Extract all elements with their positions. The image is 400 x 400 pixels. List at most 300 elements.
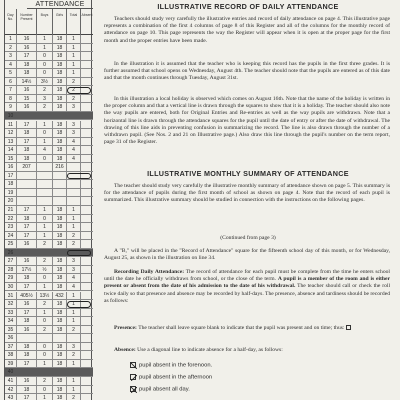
grid-cell-total — [67, 334, 81, 342]
grid-cell-total: 3 — [67, 129, 81, 137]
section-title-monthly: ILLUSTRATIVE MONTHLY SUMMARY OF ATTENDANCE — [147, 169, 349, 178]
attendance-grid — [4, 0, 92, 400]
afternoon-slash-icon — [130, 374, 136, 380]
grid-row — [5, 197, 93, 206]
grid-cell-day: 31 — [5, 292, 17, 300]
grid-header-absent: Absent — [81, 13, 93, 17]
presence-text: The teacher shall leave square blank to indicate that the pupil was present and on time; thus: — [136, 325, 345, 331]
grid-cell-girls: 18 — [53, 86, 67, 94]
grid-cell-day: 28 — [5, 266, 17, 274]
grid-cell-girls: 18 — [53, 257, 67, 265]
grid-cell-day: 38 — [5, 351, 17, 359]
grid-cell-present — [17, 249, 37, 257]
grid-cell-absent — [81, 368, 93, 376]
grid-cell-present: 16 — [17, 326, 37, 334]
grid-cell-boys: 1 — [37, 44, 53, 52]
grid-cell-girls: 18 — [53, 266, 67, 274]
grid-cell-total: 1 — [67, 61, 81, 69]
grid-cell-boys: 3 — [37, 95, 53, 103]
grid-cell-boys: 2 — [37, 300, 53, 308]
grid-cell-absent — [81, 95, 93, 103]
grid-cell-girls: 18 — [53, 129, 67, 137]
grid-cell-present: 17 — [17, 309, 37, 317]
grid-cell-total: 2 — [67, 326, 81, 334]
grid-cell-absent — [81, 334, 93, 342]
grid-row — [5, 343, 93, 352]
grid-cell-boys — [37, 180, 53, 188]
grid-cell-present: 16 — [17, 240, 37, 248]
grid-row — [5, 121, 93, 130]
grid-cell-boys — [37, 172, 53, 180]
grid-cell-day: 40 — [5, 368, 17, 376]
grid-cell-girls: 18 — [53, 61, 67, 69]
grid-cell-absent — [81, 215, 93, 223]
grid-row — [5, 300, 93, 309]
grid-row — [5, 240, 93, 249]
grid-cell-boys: 1 — [37, 232, 53, 240]
grid-cell-day: 17 — [5, 172, 17, 180]
grid-row — [5, 146, 93, 155]
grid-cell-present: 17 — [17, 232, 37, 240]
grid-cell-girls: 18 — [53, 360, 67, 368]
grid-cell-girls: 18 — [53, 300, 67, 308]
grid-cell-day: 23 — [5, 223, 17, 231]
grid-cell-total: 3 — [67, 266, 81, 274]
grid-row — [5, 180, 93, 189]
grid-cell-total: 1 — [67, 309, 81, 317]
grid-cell-boys: 0 — [37, 386, 53, 394]
grid-cell-present: 18 — [17, 155, 37, 163]
grid-cell-total: 1 — [67, 386, 81, 394]
grid-cell-present: 16 — [17, 257, 37, 265]
legend-forenoon-label: pupil absent in the forenoon. — [139, 362, 213, 369]
grid-cell-girls: 18 — [53, 386, 67, 394]
continued-note: (Continued from page 3) — [220, 235, 276, 241]
grid-cell-boys — [37, 368, 53, 376]
grid-header-total: Total — [67, 9, 81, 35]
grid-cell-boys: 1 — [37, 394, 53, 400]
grid-row — [5, 249, 93, 258]
grid-row — [5, 283, 93, 292]
grid-cell-boys: 0 — [37, 155, 53, 163]
legend-afternoon-label: pupil absent in the afternoon — [139, 374, 213, 381]
grid-cell-total: 2 — [67, 95, 81, 103]
paragraph-b-mark: A "B," will be placed in the "Record of Attendance" square for the fifteenth school day of this month, or for Wednesday, August 25, as shown in the illustration on line 34. — [104, 248, 390, 262]
grid-header-day: Day No. — [5, 9, 17, 35]
grid-cell-boys: 1 — [37, 283, 53, 291]
grid-cell-present: 15 — [17, 95, 37, 103]
grid-row — [5, 138, 93, 147]
grid-cell-day: 14 — [5, 146, 17, 154]
grid-cell-day: 12 — [5, 129, 17, 137]
grid-cell-girls: 18 — [53, 95, 67, 103]
grid-cell-present: 18 — [17, 317, 37, 325]
grid-cell-present — [17, 112, 37, 120]
grid-cell-total — [67, 189, 81, 197]
recording-tail: The teacher should call or check the roll twice daily so that presence and absence may be recorded by half-days. The presence, absence and tardiness should be recorded as follows: — [104, 283, 390, 304]
grid-cell-boys: ½ — [37, 266, 53, 274]
legend-forenoon — [130, 362, 212, 370]
grid-cell-day: 1 — [5, 35, 17, 43]
grid-cell-boys: 3½ — [37, 78, 53, 86]
grid-cell-present: 17 — [17, 223, 37, 231]
grid-cell-girls: 18 — [53, 309, 67, 317]
grid-cell-absent — [81, 292, 93, 300]
grid-row — [5, 78, 93, 87]
grid-cell-absent — [81, 138, 93, 146]
grid-row — [5, 129, 93, 138]
grid-cell-present: 405½ — [17, 292, 37, 300]
grid-cell-present: 16 — [17, 103, 37, 111]
grid-cell-day: 18 — [5, 180, 17, 188]
grid-cell-day: 24 — [5, 232, 17, 240]
grid-cell-day: 10 — [5, 112, 17, 120]
grid-cell-present — [17, 368, 37, 376]
grid-cell-girls: 18 — [53, 146, 67, 154]
grid-cell-girls — [53, 197, 67, 205]
grid-cell-present — [17, 334, 37, 342]
grid-row — [5, 368, 93, 377]
grid-cell-boys: 0 — [37, 351, 53, 359]
grid-cell-absent — [81, 112, 93, 120]
grid-row — [5, 232, 93, 241]
grid-cell-boys: 0 — [37, 129, 53, 137]
grid-cell-total: 4 — [67, 146, 81, 154]
grid-cell-absent — [81, 44, 93, 52]
absence-text: Use a diagonal line to indicate absence for a half-day, as follows: — [135, 347, 283, 353]
paragraph-presence — [104, 325, 390, 332]
grid-row — [5, 386, 93, 395]
grid-cell-boys: 1 — [37, 360, 53, 368]
grid-cell-present: 17 — [17, 138, 37, 146]
grid-row — [5, 206, 93, 215]
grid-header-girls: Girls — [53, 9, 67, 35]
grid-cell-day: 19 — [5, 189, 17, 197]
grid-cell-girls: 18 — [53, 223, 67, 231]
recording-label: Recording Daily Attendance: — [114, 269, 185, 275]
grid-cell-absent — [81, 163, 93, 171]
grid-cell-total: 1 — [67, 377, 81, 385]
grid-cell-boys: 1 — [37, 309, 53, 317]
grid-cell-girls — [53, 112, 67, 120]
grid-cell-girls: 432 — [53, 292, 67, 300]
grid-cell-present: 17 — [17, 360, 37, 368]
grid-cell-absent — [81, 78, 93, 86]
grid-cell-girls: 18 — [53, 206, 67, 214]
grid-cell-day: 6 — [5, 78, 17, 86]
grid-cell-girls: 18 — [53, 283, 67, 291]
grid-cell-present: 18 — [17, 274, 37, 282]
grid-cell-absent — [81, 146, 93, 154]
grid-row — [5, 394, 93, 400]
grid-cell-day: 37 — [5, 343, 17, 351]
grid-cell-day: 43 — [5, 394, 17, 400]
grid-cell-present — [17, 180, 37, 188]
grid-cell-day: 22 — [5, 215, 17, 223]
grid-cell-girls: 18 — [53, 240, 67, 248]
grid-cell-absent — [81, 257, 93, 265]
grid-cell-girls: 18 — [53, 138, 67, 146]
grid-row — [5, 103, 93, 112]
grid-cell-boys: 0 — [37, 215, 53, 223]
grid-cell-day: 27 — [5, 257, 17, 265]
grid-cell-boys: 0 — [37, 52, 53, 60]
grid-cell-absent — [81, 223, 93, 231]
grid-cell-boys: 1 — [37, 35, 53, 43]
grid-cell-present: 17½ — [17, 266, 37, 274]
grid-cell-present: 17 — [17, 206, 37, 214]
grid-cell-day: 15 — [5, 155, 17, 163]
paragraph-daily-2: In the illustration it is assumed that the teacher who is keeping this record has the pupils in the first three grades. It is further assumed that school opens on Wednesday, August 4th. The teacher should note that the pupils are entered as of this date and that the month continues through Tuesday, August 31st. — [104, 61, 390, 82]
grid-cell-girls: 18 — [53, 52, 67, 60]
grid-cell-absent — [81, 129, 93, 137]
grid-cell-girls: 18 — [53, 326, 67, 334]
grid-cell-boys: 1 — [37, 138, 53, 146]
grid-cell-absent — [81, 240, 93, 248]
grid-cell-boys: 2 — [37, 377, 53, 385]
absence-label: Absence: — [114, 347, 136, 353]
grid-cell-present: 17 — [17, 121, 37, 129]
circled-mark-icon — [67, 173, 91, 180]
grid-cell-girls: 18 — [53, 78, 67, 86]
grid-cell-day: 2 — [5, 44, 17, 52]
grid-cell-present — [17, 189, 37, 197]
paragraph-monthly-1: The teacher should study very carefully the illustrative monthly summary of attendance shown on page 5. This summary is for the attendance of pupils during the first month of school as shown on page 4. Note that the record of each pupil is summarized. This illustrative summary should be studied in connection with the instructions on the following pages. — [104, 183, 390, 204]
grid-cell-girls: 18 — [53, 274, 67, 282]
grid-cell-day: 35 — [5, 326, 17, 334]
grid-cell-boys: 2 — [37, 86, 53, 94]
grid-cell-day: 41 — [5, 377, 17, 385]
grid-cell-absent — [81, 61, 93, 69]
grid-cell-day: 3 — [5, 52, 17, 60]
grid-cell-girls: 18 — [53, 317, 67, 325]
grid-cell-boys — [37, 189, 53, 197]
grid-cell-girls: 18 — [53, 121, 67, 129]
grid-cell-girls — [53, 180, 67, 188]
grid-cell-girls — [53, 368, 67, 376]
grid-cell-boys — [37, 112, 53, 120]
grid-cell-present: 18 — [17, 129, 37, 137]
grid-cell-boys: 0 — [37, 343, 53, 351]
grid-cell-boys: 4 — [37, 146, 53, 154]
grid-cell-absent — [81, 377, 93, 385]
grid-cell-total — [67, 197, 81, 205]
grid-cell-girls: 18 — [53, 215, 67, 223]
grid-cell-day: 39 — [5, 360, 17, 368]
grid-row — [5, 69, 93, 78]
recording-bold: A pupil is a member of the room and is either present or absent from the date of his admission to the date of his withdrawal. — [104, 276, 390, 290]
grid-cell-day: 11 — [5, 121, 17, 129]
paragraph-absence — [104, 347, 390, 354]
grid-cell-day: 8 — [5, 95, 17, 103]
grid-cell-total: 3 — [67, 103, 81, 111]
grid-cell-absent — [81, 309, 93, 317]
grid-cell-present: 16 — [17, 377, 37, 385]
grid-cell-absent — [81, 266, 93, 274]
grid-cell-present: 17 — [17, 52, 37, 60]
grid-row — [5, 309, 93, 318]
grid-cell-total: 2 — [67, 86, 81, 94]
grid-cell-present: 18 — [17, 61, 37, 69]
grid-cell-absent — [81, 103, 93, 111]
grid-row — [5, 112, 93, 121]
grid-cell-girls: 18 — [53, 232, 67, 240]
paragraph-recording — [104, 269, 390, 305]
grid-cell-day: 9 — [5, 103, 17, 111]
grid-row — [5, 44, 93, 53]
grid-cell-day: 16 — [5, 163, 17, 171]
grid-cell-boys: 0 — [37, 69, 53, 77]
grid-cell-absent — [81, 189, 93, 197]
grid-cell-total: 3 — [67, 343, 81, 351]
grid-cell-girls — [53, 249, 67, 257]
presence-label: Presence: — [114, 325, 137, 331]
grid-cell-day: 5 — [5, 69, 17, 77]
grid-cell-day: 30 — [5, 283, 17, 291]
grid-row — [5, 334, 93, 343]
grid-cell-boys: 1 — [37, 206, 53, 214]
grid-cell-girls: 18 — [53, 351, 67, 359]
grid-cell-absent — [81, 180, 93, 188]
grid-cell-total: 1 — [67, 300, 81, 308]
grid-cell-absent — [81, 317, 93, 325]
paragraph-daily-3: In this illustration a local holiday is observed which comes on August 16th. Note that the name of the holiday is written in the proper column and that a vertical line is drawn through the squares to show that it is a holiday. The teacher should also note the way pupils are entered, both for Original Entries and Re-entries as well as the way pupils are withdrawn. Note that a horizontal line is drawn through the attendance squares for the pupil until the date of entry or after the date of withdrawal. The drawing of this line aids in preventing confusion in summarizing the record. The line is also drawn through the number of a withdrawn pupil. (See Nos. 2 and 21 on Illustrative page.) Also draw this line through the pupil's number on the term report, page 31 of the Register. — [104, 96, 390, 146]
grid-cell-total: 3 — [67, 257, 81, 265]
grid-cell-boys: 1 — [37, 223, 53, 231]
grid-row — [5, 274, 93, 283]
grid-cell-absent — [81, 360, 93, 368]
grid-cell-girls: 18 — [53, 343, 67, 351]
grid-cell-girls: 18 — [53, 103, 67, 111]
grid-cell-present: 16 — [17, 35, 37, 43]
grid-cell-day: 29 — [5, 274, 17, 282]
grid-cell-present — [17, 172, 37, 180]
legend-all-day — [130, 386, 190, 394]
grid-cell-total: 2 — [67, 240, 81, 248]
grid-cell-absent — [81, 274, 93, 282]
grid-cell-day: 20 — [5, 197, 17, 205]
legend-afternoon — [130, 374, 212, 382]
grid-cell-total: 1 — [67, 44, 81, 52]
grid-cell-day: 4 — [5, 61, 17, 69]
grid-cell-total: 2 — [67, 232, 81, 240]
section-title-daily: ILLUSTRATIVE RECORD OF DAILY ATTENDANCE — [157, 2, 339, 11]
grid-cell-present: 17 — [17, 394, 37, 400]
grid-cell-day: 42 — [5, 386, 17, 394]
grid-cell-total: 2 — [67, 394, 81, 400]
grid-cell-absent — [81, 232, 93, 240]
grid-row — [5, 326, 93, 335]
circled-mark-icon — [67, 87, 91, 94]
grid-cell-total: 3 — [67, 121, 81, 129]
grid-header — [5, 9, 93, 35]
grid-cell-absent — [81, 206, 93, 214]
grid-cell-present: 16 — [17, 86, 37, 94]
grid-cell-boys: 0 — [37, 274, 53, 282]
grid-cell-boys — [37, 163, 53, 171]
grid-cell-girls: 216 — [53, 163, 67, 171]
grid-cell-present: 18 — [17, 343, 37, 351]
circled-mark-icon — [67, 250, 91, 257]
grid-cell-day: 26 — [5, 249, 17, 257]
grid-cell-boys: 1 — [37, 121, 53, 129]
grid-cell-girls — [53, 189, 67, 197]
legend-all-day-label: pupil absent all day. — [139, 386, 190, 393]
grid-row — [5, 52, 93, 61]
grid-cell-total: 2 — [67, 351, 81, 359]
grid-cell-girls: 18 — [53, 35, 67, 43]
grid-row — [5, 292, 93, 301]
grid-cell-boys — [37, 334, 53, 342]
grid-cell-total: 1 — [67, 292, 81, 300]
grid-cell-absent — [81, 394, 93, 400]
grid-cell-total: 1 — [67, 223, 81, 231]
grid-row — [5, 155, 93, 164]
grid-row — [5, 223, 93, 232]
grid-cell-total: 1 — [67, 35, 81, 43]
grid-row — [5, 317, 93, 326]
grid-cell-girls: 18 — [53, 377, 67, 385]
grid-cell-absent — [81, 343, 93, 351]
grid-header-boys: Boys — [37, 9, 53, 35]
grid-cell-total: 1 — [67, 360, 81, 368]
grid-cell-boys: 2 — [37, 257, 53, 265]
grid-cell-absent — [81, 52, 93, 60]
grid-cell-total — [67, 112, 81, 120]
all-day-cross-icon — [130, 386, 136, 392]
grid-cell-boys — [37, 197, 53, 205]
grid-cell-day: 13 — [5, 138, 17, 146]
grid-cell-absent — [81, 386, 93, 394]
grid-row — [5, 257, 93, 266]
grid-cell-absent — [81, 35, 93, 43]
instruction-column — [100, 0, 396, 400]
grid-cell-absent — [81, 283, 93, 291]
grid-cell-present: 18 — [17, 386, 37, 394]
grid-cell-girls — [53, 172, 67, 180]
grid-cell-total — [67, 368, 81, 376]
grid-cell-present: 17 — [17, 283, 37, 291]
grid-cell-boys: 2 — [37, 326, 53, 334]
grid-cell-total: 1 — [67, 69, 81, 77]
grid-cell-day: 34 — [5, 317, 17, 325]
grid-row — [5, 95, 93, 104]
grid-cell-present: 18 — [17, 69, 37, 77]
grid-row — [5, 215, 93, 224]
grid-cell-boys: 0 — [37, 317, 53, 325]
grid-cell-present: 16 — [17, 44, 37, 52]
grid-row — [5, 163, 93, 172]
grid-cell-present: 18 — [17, 351, 37, 359]
grid-cell-total: 2 — [67, 78, 81, 86]
grid-cell-absent — [81, 155, 93, 163]
grid-cell-boys: 0 — [37, 61, 53, 69]
grid-row — [5, 86, 93, 95]
grid-cell-girls: 18 — [53, 69, 67, 77]
grid-cell-absent — [81, 351, 93, 359]
grid-cell-boys: 2 — [37, 103, 53, 111]
forenoon-slash-icon — [130, 362, 136, 368]
grid-cell-girls — [53, 334, 67, 342]
grid-header-present: Number Present — [17, 9, 37, 35]
grid-cell-total: 1 — [67, 215, 81, 223]
paragraph-daily-1: Teachers should study very carefully the illustrative entries and record of daily attendance on page 4. This illustrative page represents a combination of the first 4 columns of page 8 of this Register and all of the columns for the monthly record of attendance on page 10. This page represents the way the Register will appear when it is open at the proper page for the first month and the proper entries have been made. — [104, 16, 390, 44]
grid-cell-total: 1 — [67, 206, 81, 214]
grid-row — [5, 172, 93, 181]
grid-row — [5, 266, 93, 275]
grid-cell-absent — [81, 121, 93, 129]
grid-cell-total: 4 — [67, 274, 81, 282]
